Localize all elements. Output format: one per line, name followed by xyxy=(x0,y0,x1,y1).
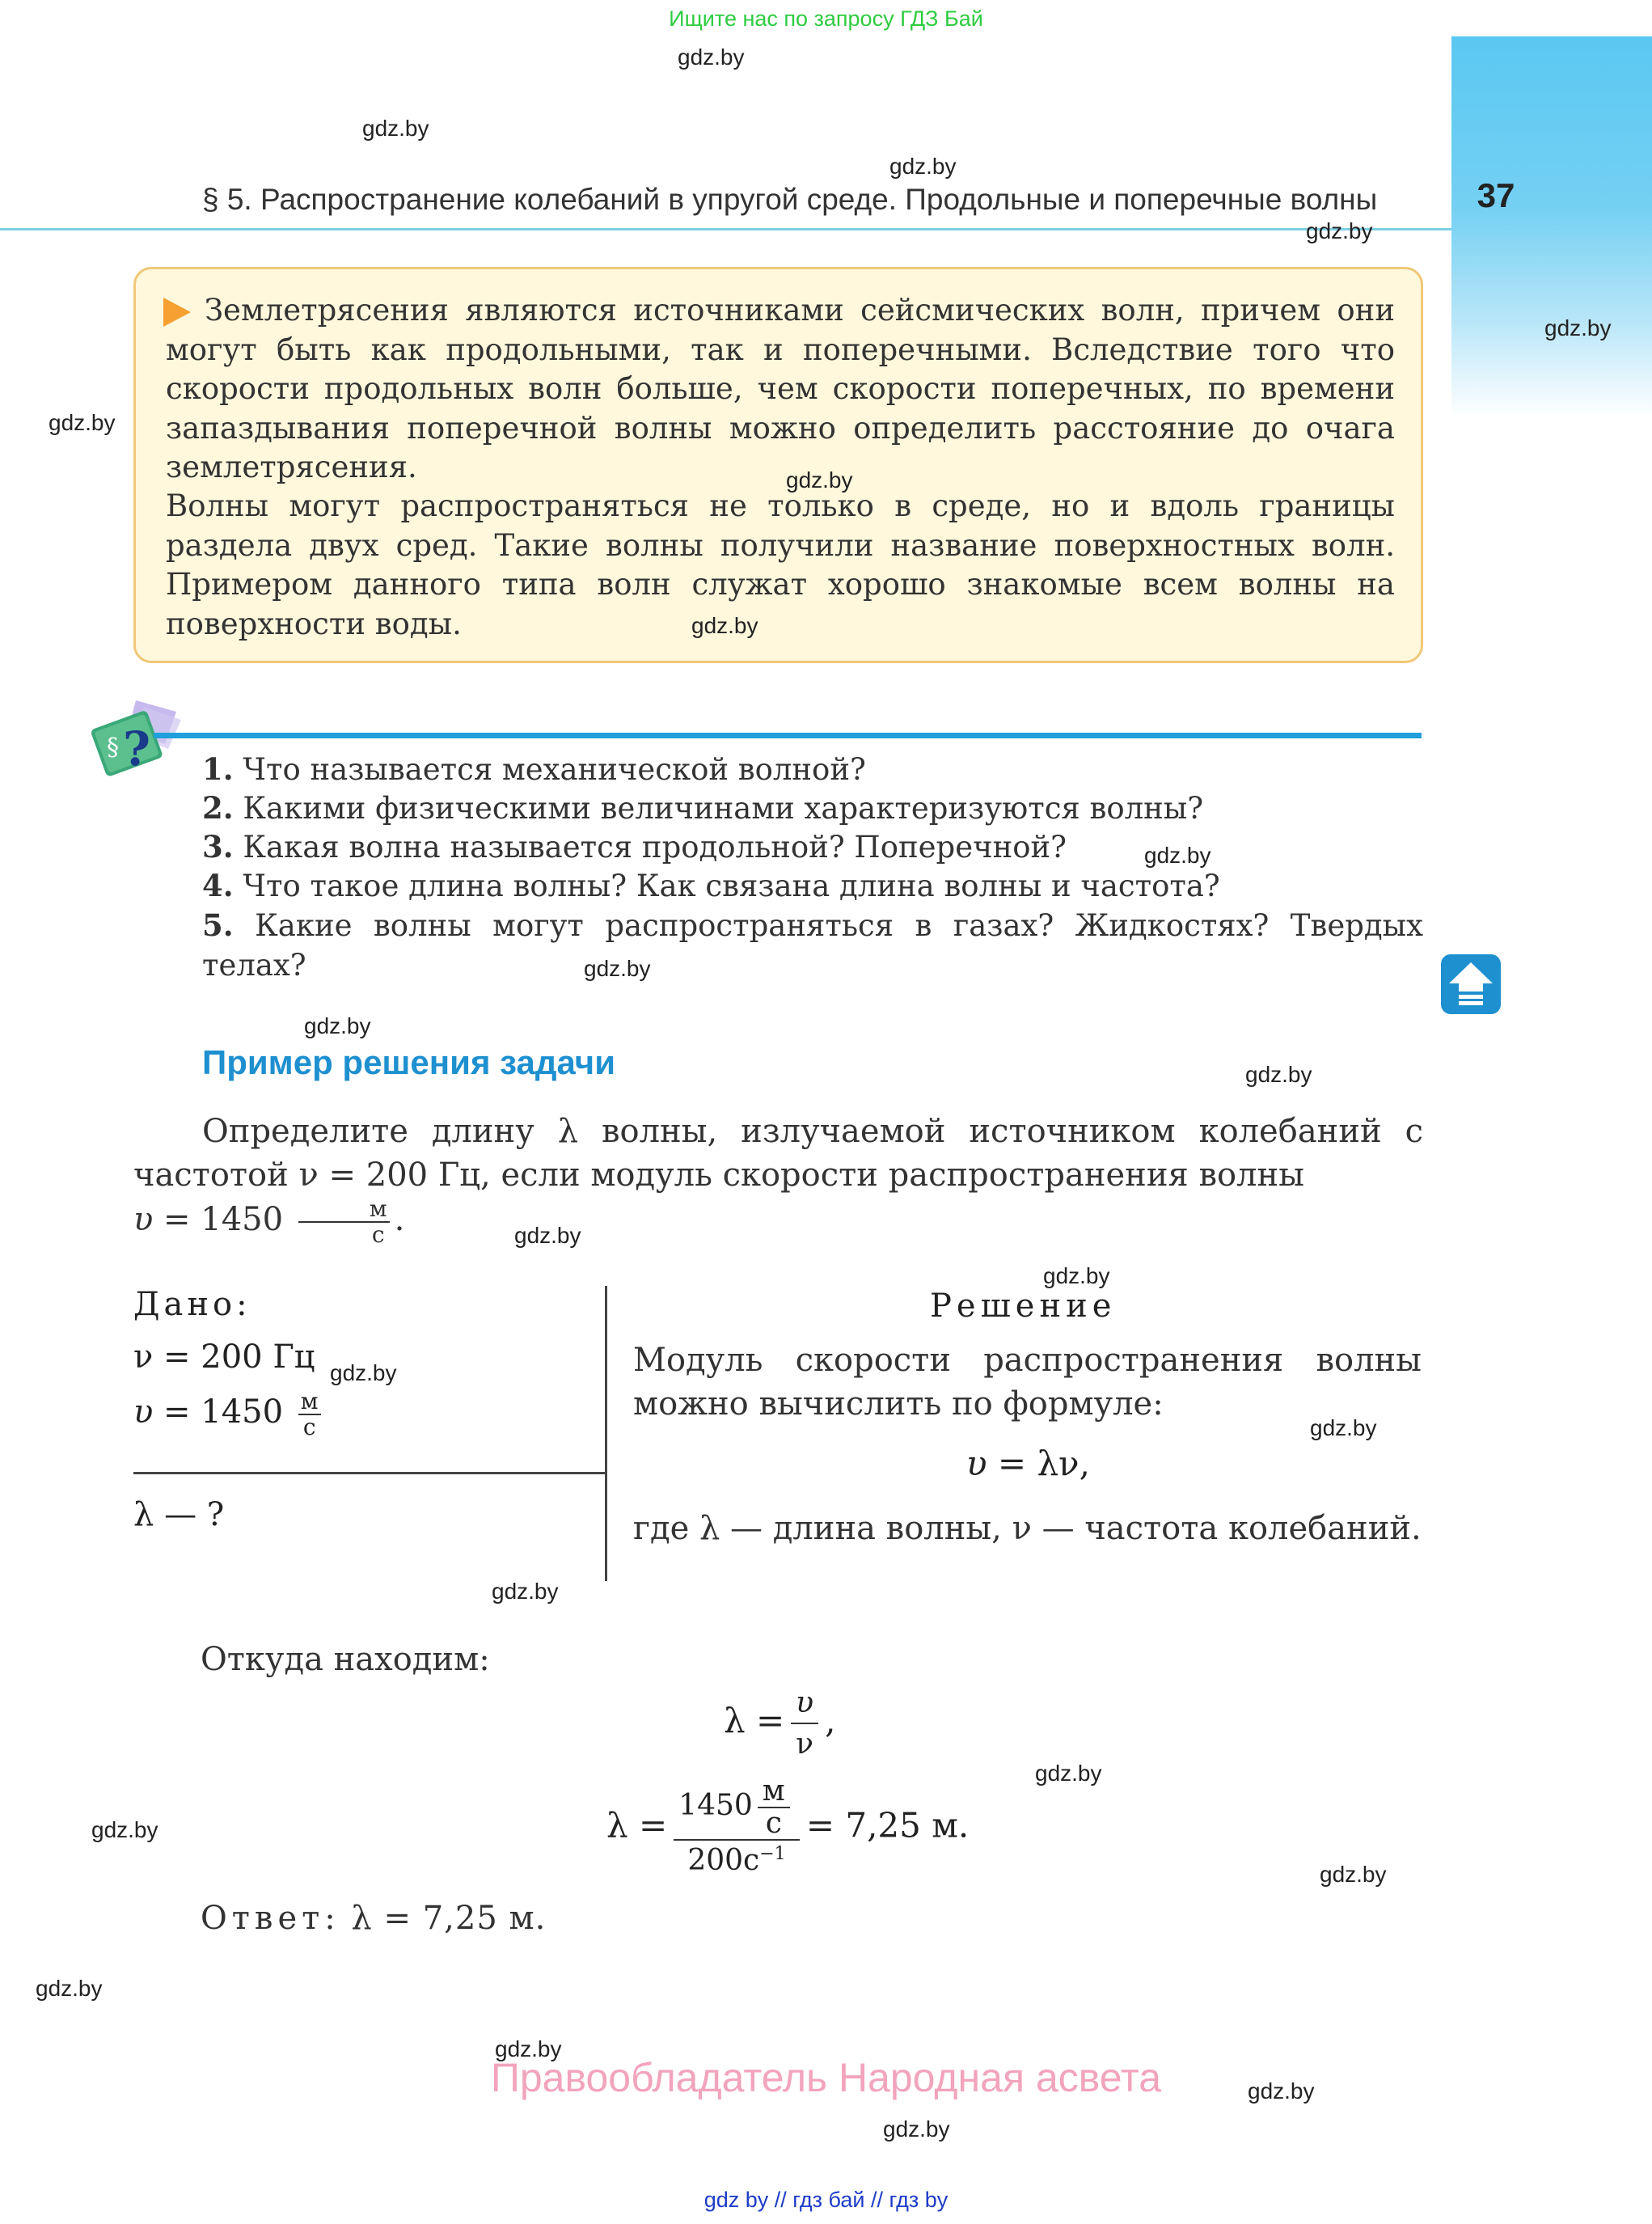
watermark: gdz.by xyxy=(91,1817,158,1842)
watermark: gdz.by xyxy=(1544,315,1612,340)
footer-links[interactable]: gdz by // гдз бай // гдз by xyxy=(703,2188,949,2212)
question-item: 5. Какие волны могут распространяться в газах? Жидкостях? Твердых телах? xyxy=(202,907,1423,983)
watermark: gdz.by xyxy=(1248,2078,1315,2103)
watermark: gdz.by xyxy=(678,44,745,70)
watermark: gdz.by xyxy=(584,956,651,981)
svg-text:?: ? xyxy=(123,721,150,776)
find-unknown: λ — ? xyxy=(133,1496,225,1533)
solution-title: Решение xyxy=(930,1287,1117,1325)
formula-speed: υ = λν, xyxy=(966,1444,1090,1483)
question-item: 2. Какими физическими величинами характеризуются волны? xyxy=(202,790,1204,826)
whence-text: Откуда находим: xyxy=(201,1641,490,1678)
copyright-notice: Правообладатель Народная асвета xyxy=(490,2055,1162,2100)
watermark: gdz.by xyxy=(1043,1263,1110,1288)
watermark: gdz.by xyxy=(1245,1062,1312,1087)
page-number: 37 xyxy=(1477,176,1515,214)
watermark: gdz.by xyxy=(1035,1761,1102,1786)
header-rule xyxy=(0,228,1451,230)
watermark: gdz.by xyxy=(1144,843,1211,868)
formula-wavelength: λ = $\frac{\upsilon}{\nu}$ , xyxy=(724,1686,836,1761)
watermark: gdz.by xyxy=(330,1360,397,1385)
questions-rule xyxy=(154,733,1422,738)
watermark: gdz.by xyxy=(883,2116,950,2142)
watermark: gdz.by xyxy=(362,116,429,141)
watermark: gdz.by xyxy=(1306,218,1373,243)
watermark: gdz.by xyxy=(889,154,957,179)
given-vertical-divider xyxy=(605,1286,607,1581)
chapter-title: § 5. Распространение колебаний в упругой среде. Продольные и поперечные волны xyxy=(202,183,1378,216)
watermark: gdz.by xyxy=(492,1579,559,1604)
unit-fraction: $\frac{м}{с}$ xyxy=(298,1197,390,1247)
solution-text: Модуль скорости распространения волны можно вычислить по формуле: xyxy=(633,1342,1422,1423)
question-item: 3. Какая волна называется продольной? Поперечной? xyxy=(202,829,1067,865)
side-tab xyxy=(1451,36,1652,416)
given-title: Дано: xyxy=(133,1286,251,1323)
search-banner: Ищите нас по запросу ГДЗ Бай xyxy=(669,6,983,31)
watermark: gdz.by xyxy=(786,467,853,493)
watermark: gdz.by xyxy=(514,1223,581,1248)
watermark: gdz.by xyxy=(49,410,116,435)
given-speed: υ = 1450 $\frac{м}{с}$ xyxy=(133,1389,326,1440)
svg-text:§: § xyxy=(107,734,119,762)
formula-calculation: λ = 1450 $\frac{м}{с}$ $200с^{-1}$ = 7,25 м. xyxy=(606,1774,970,1877)
watermark: gdz.by xyxy=(1310,1415,1377,1440)
watermark: gdz.by xyxy=(1320,1862,1387,1887)
answer: Ответ: λ = 7,25 м. xyxy=(201,1900,547,1937)
watermark: gdz.by xyxy=(304,1013,371,1038)
info-paragraph-1: Землетрясения являются источниками сейсмических волн, причем они могут быть как продольными, так и поперечными. Вследствие того что скорости продольных волн больше, чем скорости поперечных, по времени запаздывания поперечной волны можно определить расстояние до очага землетрясения. xyxy=(166,293,1395,484)
question-item: 4. Что такое длина волны? Как связана длина волны и частота? xyxy=(202,868,1220,903)
solution-explanation: где λ — длина волны, ν — частота колебаний. xyxy=(633,1510,1422,1547)
watermark: gdz.by xyxy=(691,613,758,638)
given-divider xyxy=(133,1472,606,1474)
watermark: gdz.by xyxy=(495,2036,562,2061)
question-section-icon xyxy=(87,696,184,784)
problem-statement: Определите длину λ волны, излучаемой источником колебаний с частотой ν = 200 Гц, если модуль скорости распространения волны υ = 1450 $\frac{м}{с}$ . xyxy=(133,1113,1423,1248)
question-item: 1. Что называется механической волной? xyxy=(202,751,866,787)
example-heading: Пример решения задачи xyxy=(202,1043,616,1081)
watermark: gdz.by xyxy=(36,1976,103,2001)
home-icon[interactable] xyxy=(1441,954,1501,1014)
info-paragraph-2: Волны могут распространяться не только в среде, но и вдоль границы раздела двух сред. Такие волны получили название поверхностных волн. Примером данного типа волн служат хорошо знакомые всем волны на поверхности воды. xyxy=(166,488,1395,641)
given-frequency: ν = 200 Гц xyxy=(133,1338,315,1376)
